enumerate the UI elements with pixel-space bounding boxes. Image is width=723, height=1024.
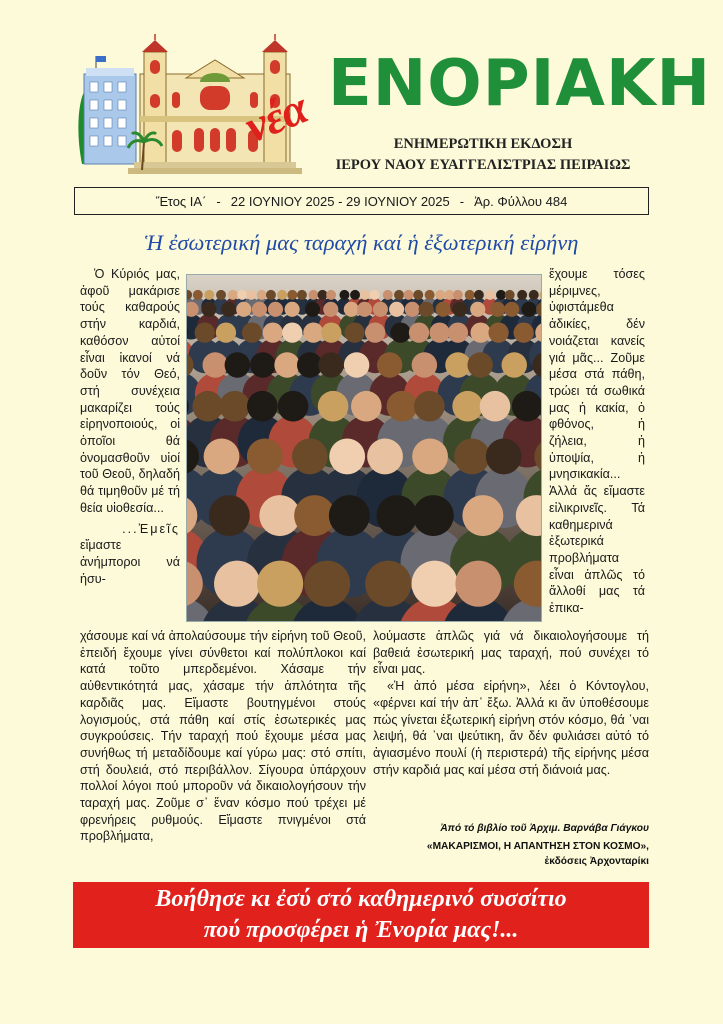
crowd-photo bbox=[186, 274, 542, 622]
article-paragraph-2-start bbox=[80, 521, 180, 538]
issue-year: Ἔτος ΙΑ΄ bbox=[155, 193, 207, 209]
article-paragraph-2-lead: ...Ἐμεῖς bbox=[122, 521, 180, 536]
article-paragraph-4: «Ἡ ἀπό μέσα εἰρήνη», λέει ὁ Κόντογλου, «φέρνει καί τήν ἀπ᾽ ἔξω. Ἀλλά κι ἄν ὑποθέσουμε πώς γίνεται ἐξωτερική εἰρήνη στόν κόσμο, θά ᾽ναι λειψή, θά ᾽ναι ψεύτικη, ἄν δέν φυλιάσει αὐτό τό ἁγιασμένο πουλί (ἡ περιστερά) τῆς εἰρήνης μέσα στήν καρδιά μας καί μέσα στή διάνοιά μας. bbox=[373, 679, 649, 777]
soup-kitchen-banner bbox=[73, 882, 649, 948]
banner-line-2: πού προσφέρει ἡ Ἐνορία μας!... bbox=[203, 917, 519, 943]
source-credit-publisher: ἐκδόσεις Ἀρχονταρίκι bbox=[544, 856, 649, 867]
article-column-bottom-right bbox=[373, 628, 649, 778]
article-column-bottom-left: χάσουμε καί νά ἀπολαύσουμε τήν εἰρήνη τοῦ Θεοῦ, ἐπειδή ἔχουμε γίνει σύνθετοι καί πολύπλοκοι καί κατά τοῦτο μπερδεμένοι. Χάσαμε τήν αὐθεντικότητά μας, χάσαμε τήν ἁπλότητα τῆς καρδιᾶς μας. Εἴμαστε βουτηγμένοι στούς λογισμούς, στά πάθη καί στίς ἐσωτερικές μας συγκρούσεις. Τήν ταραχή πού ἔχουμε μέσα μας συνήθως τή μεταδίδουμε καί γύρω μας: στό σπίτι, στή δουλειά, στό περιβάλλον. Σίγουρα ὑπάρχουν πολλοί λόγοι πού μποροῦν νά δικαιολογήσουν τήν ταραχή μας. Ζοῦμε σ᾽ ἕναν κόσμο πού τρέχει μέ φρενήρεις ρυθμούς. Εἴμαστε πνιγμένοι στά προβλήματα, bbox=[80, 629, 366, 844]
issue-sheet-number: Ἀρ. Φύλλου 484 bbox=[474, 193, 568, 209]
banner-line-1: Βοήθησε κι ἐσύ στό καθημερινό συσσίτιο bbox=[155, 886, 567, 912]
article-column-left bbox=[80, 266, 180, 587]
article-headline: Ἡ ἐσωτερική μας ταραχή καί ἡ ἐξωτερική εἰρήνη bbox=[144, 230, 579, 255]
issue-info-bar bbox=[74, 187, 649, 215]
issue-separator-2: - bbox=[459, 193, 465, 209]
masthead-subtitle-1: ΕΝΗΜΕΡΩΤΙΚΗ ΕΚΔΟΣΗ bbox=[393, 136, 573, 152]
issue-separator-1: - bbox=[216, 193, 221, 209]
issue-dates: 22 ΙΟΥΝΙΟΥ 2025 - 29 ΙΟΥΝΙΟΥ 2025 bbox=[230, 193, 450, 209]
article-paragraph-3: λούμαστε ἁπλῶς γιά νά δικαιολογήσουμε τή βαθειά ἐσωτερική μας ταραχή, πού συνέχει τό εἶναι μας. bbox=[373, 629, 649, 677]
article-column-right: ἔχουμε τόσες μέριμνες, ὑφιστάμεθα ἀδικίες, δέν νοιάζεται κανείς γιά μᾶς... Ζοῦμε μέσα στά πάθη, τρώει τά σωθικά μας ἡ κακία, ὁ φθόνος, ἡ ζήλεια, ἡ ὑποψία, ἡ μνησικακία... Ἀλλά ἄς εἴμαστε εἰλικρινεῖς. Τά καθημερινά ἐξωτερικά προβλήματα εἶναι ἁπλῶς τό ἄλλοθί μας τά ἐπικα- bbox=[549, 267, 645, 616]
source-credit-author: Ἀπό τό βιβλίο τοῦ Ἀρχιμ. Βαρνάβα Γιάγκου bbox=[440, 823, 649, 834]
article-paragraph-2-cont: εἴμαστε ἀνήμποροι νά ἡσυ- bbox=[80, 538, 180, 586]
masthead-nea: νέα bbox=[237, 81, 314, 153]
masthead-subtitle-2: ΙΕΡΟΥ ΝΑΟΥ ΕΥΑΓΓΕΛΙΣΤΡΙΑΣ ΠΕΙΡΑΙΩΣ bbox=[335, 157, 631, 173]
masthead-title: ΕΝΟΡΙΑΚΗ bbox=[328, 47, 712, 121]
article-paragraph-1: Ὁ Κύριός μας, ἀφοῦ μακάρισε τούς καθαρούς στήν καρδιά, καθόσον αὐτοί εἶναι ἱκανοί νά δοῦν τόν Θεό, στή συνέχεια μακαρίζει τούς εἰρηνοποιούς, οἱ ὁποῖοι θά ὀνομασθοῦν υἱοί τοῦ Θεοῦ, δηλαδή θά τιμηθοῦν μέ τή θεία υἱοθεσία... bbox=[80, 267, 180, 515]
source-credit-book: «ΜΑΚΑΡΙΣΜΟΙ, Η ΑΠΑΝΤΗΣΗ ΣΤΟΝ ΚΟΣΜΟ», bbox=[426, 841, 649, 852]
